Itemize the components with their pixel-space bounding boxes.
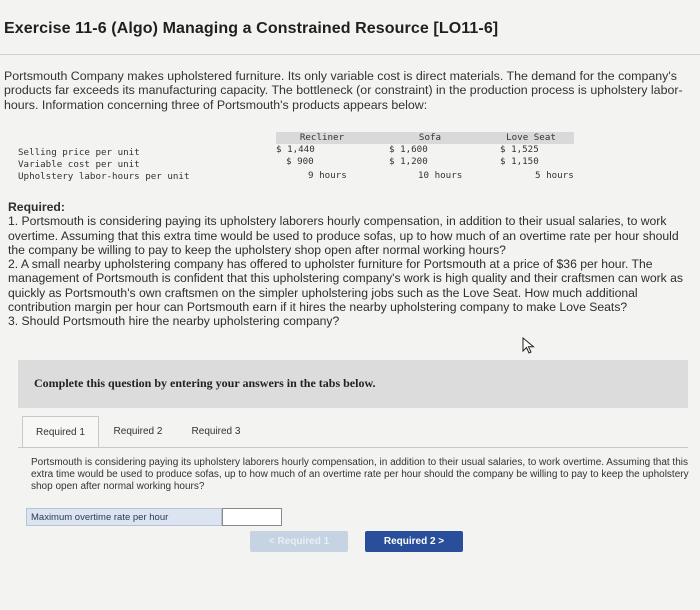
- tab-panel-required-1: [18, 447, 688, 598]
- overtime-rate-label: Maximum overtime rate per hour: [26, 508, 222, 526]
- table-cell: 10 hours: [418, 170, 463, 181]
- overtime-rate-input[interactable]: [222, 508, 282, 526]
- instructions-text: Complete this question by entering your answers in the tabs below.: [34, 376, 376, 390]
- tab-required-1[interactable]: Required 1: [22, 416, 99, 448]
- mouse-pointer-icon: [522, 337, 536, 360]
- problem-intro: Portsmouth Company makes upholstered furniture. Its only variable cost is direct materials. The demand for the company's products far exceeds its manufacturing capacity. The bottleneck (or constraint) in the production process is upholstery labor-hours. Information concerning three of Portsmouth's products appears below:: [4, 69, 683, 112]
- previous-button[interactable]: < Required 1: [250, 531, 348, 552]
- page-title: Exercise 11-6 (Algo) Managing a Constrained Resource [LO11-6]: [4, 20, 499, 37]
- required-item-2: 2. A small nearby upholstering company has offered to upholster furniture for Portsmouth at a price of $36 per hour. The management of Portsmouth is confident that this upholstering company's work is high quality and their craftsmen can work as quickly as Portsmouth's own craftsmen on the simpler upholstering jobs such as the Love Seat. How much additional contribution margin per hour can Portsmouth earn if it hires the nearby upholstering company to make Love Seats?: [8, 257, 684, 315]
- table-cell: $ 1,525: [500, 144, 539, 155]
- column-header-sofa: Sofa: [418, 132, 442, 143]
- table-cell: $ 900: [286, 156, 314, 167]
- row-label-variable-cost: Variable cost per unit: [18, 159, 140, 170]
- tab-required-2[interactable]: Required 2: [102, 416, 174, 447]
- next-button[interactable]: Required 2 >: [365, 531, 463, 552]
- tab-required-3[interactable]: Required 3: [180, 416, 252, 447]
- required-heading: Required:: [8, 200, 65, 214]
- column-header-love-seat: Love Seat: [506, 132, 556, 143]
- row-label-selling-price: Selling price per unit: [18, 147, 140, 158]
- table-cell: $ 1,200: [389, 156, 428, 167]
- table-cell: 5 hours: [535, 170, 574, 181]
- required-section: [8, 200, 690, 329]
- table-cell: $ 1,150: [500, 156, 539, 167]
- question-text: Portsmouth is considering paying its upholstery laborers hourly compensation, in addition to their usual salaries, to work overtime. Assuming that this extra time would be used to produce sofas, up to how much of an overtime rate per hour should the company be willing to pay to keep the upholstery shop open after normal working hours?: [31, 457, 689, 492]
- required-item-3: 3. Should Portsmouth hire the nearby upholstering company?: [8, 314, 340, 329]
- row-label-labor-hours: Upholstery labor-hours per unit: [18, 171, 190, 182]
- column-header-recliner: Recliner: [299, 132, 345, 143]
- title-divider: [0, 54, 700, 55]
- table-cell: 9 hours: [308, 170, 347, 181]
- instructions-banner: [18, 360, 688, 408]
- table-cell: $ 1,440: [276, 144, 315, 155]
- table-header-row: [276, 132, 574, 144]
- required-item-1: 1. Portsmouth is considering paying its upholstery laborers hourly compensation, in addition to their usual salaries, to work overtime. Assuming that this extra time would be used to produce sofas, up to how much of an overtime rate per hour should the company be willing to pay to keep the upholstery shop open after normal working hours?: [8, 214, 679, 257]
- table-cell: $ 1,600: [389, 144, 428, 155]
